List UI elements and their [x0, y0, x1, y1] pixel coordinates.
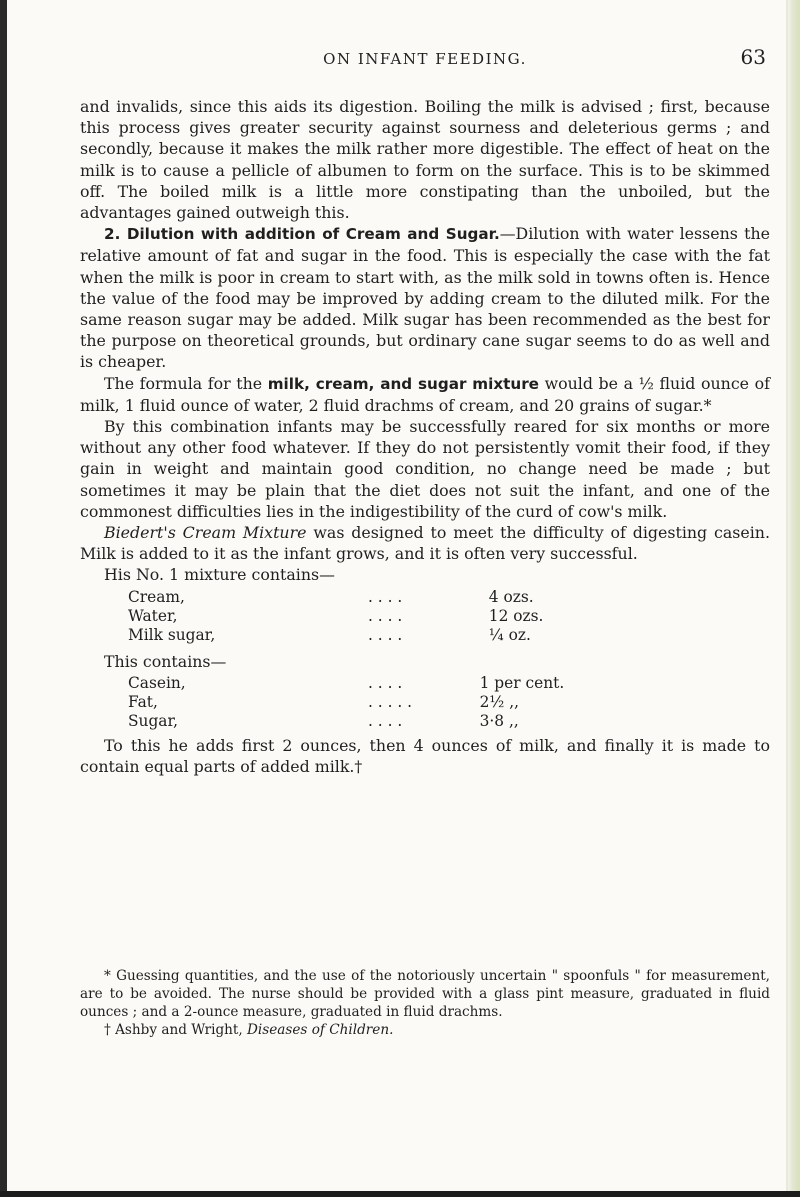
page-bottom-edge — [0, 1191, 800, 1197]
footnote-citation — [80, 1021, 770, 1039]
citation-title: Diseases of Children. — [247, 1022, 394, 1038]
leader-dots: . . . . — [368, 587, 403, 606]
contains-amount: 1 per cent. — [479, 673, 565, 692]
leader-dots: . . . . — [368, 625, 403, 644]
mixture-amount: 12 ozs. — [488, 606, 544, 625]
mixture-item: Cream, — [128, 587, 185, 606]
citation-authors: † Ashby and Wright, — [104, 1022, 243, 1038]
contains-item: Fat, — [128, 692, 158, 711]
biedert-title: Biedert's Cream Mixture — [104, 523, 307, 543]
mixture-table — [128, 588, 688, 645]
table-row — [128, 588, 688, 607]
paragraph-boiling: and invalids, since this aids its digestion. Boiling the milk is advised ; first, because this process gives greater security against sourness and deleterious germs ; and secondly, because it makes the milk rather more digestible. The effect of heat on the milk is to cause a pellicle of albumen to form on the surface. This is to be skimmed off. The boiled milk is a little more constipating than the unboiled, but the advantages gained outweigh this. — [80, 97, 770, 223]
contains-item: Casein, — [128, 673, 186, 692]
section-heading-dilution: 2. Dilution with addition of Cream and Sugar. — [104, 225, 500, 244]
paragraph-biedert-text: was designed to meet the difficulty of digesting casein. Milk is added to it as the infant grows, and it is often very successful. — [80, 523, 770, 564]
page-left-edge — [0, 0, 7, 1197]
contains-intro: This contains— — [104, 651, 227, 671]
leader-dots: . . . . — [368, 606, 403, 625]
mixture-intro: His No. 1 mixture contains— — [104, 565, 335, 585]
footnotes — [80, 967, 770, 1039]
contains-table — [128, 674, 688, 731]
page-number: 63 — [740, 45, 766, 69]
paragraph-biedert — [80, 522, 770, 564]
contains-item: Sugar, — [128, 711, 179, 730]
page-body — [80, 96, 770, 777]
formula-emphasis: milk, cream, and sugar mixture — [267, 374, 539, 393]
paragraph-dilution-text: —Dilution with water lessens the relative amount of fat and sugar in the food. This is especially the case with the fat when the milk is poor in cream to start with, as the milk sold in towns often is. Hence the value of the food may be improved by adding cream to the diluted milk. For the same reason sugar may be added. Milk sugar has been recommended as the best for the purpose on theoretical grounds, but ordinary cane sugar seems to do as well and is cheaper. — [80, 224, 770, 372]
leader-dots: . . . . — [368, 673, 403, 692]
formula-text-before: The formula for the — [104, 373, 263, 393]
table-row — [128, 607, 688, 626]
leader-dots: . . . . . — [368, 692, 413, 711]
paragraph-formula — [80, 373, 770, 416]
contains-amount: 3·8 ,, — [479, 711, 519, 730]
contains-amount: 2½ ,, — [479, 692, 519, 711]
table-row — [128, 712, 688, 731]
footnote-measurement: * Guessing quantities, and the use of the notoriously uncertain " spoonfuls " for measurement, are to be avoided. The nurse should be provided with a glass pint measure, graduated in fluid ounces ; and a 2-ounce measure, graduated in fluid drachms. — [80, 968, 770, 1020]
paragraph-additions: To this he adds first 2 ounces, then 4 ounces of milk, and finally it is made to contain equal parts of added milk.† — [80, 735, 770, 777]
table-row — [128, 674, 688, 693]
paragraph-combination: By this combination infants may be successfully reared for six months or more without any other food whatever. If they do not persistently vomit their food, if they gain in weight and maintain good condition, no change need be made ; but sometimes it may be plain that the diet does not suit the infant, and one of the commonest difficulties lies in the indigestibility of the curd of cow's milk. — [80, 417, 770, 521]
mixture-item: Water, — [128, 606, 178, 625]
mixture-amount: ¼ oz. — [488, 625, 531, 644]
mixture-item: Milk sugar, — [128, 625, 216, 644]
page-right-edge — [788, 0, 800, 1197]
formula-text-after: would be a ½ fluid ounce of milk, 1 fluid ounce of water, 2 fluid drachms of cream, and 20 grains of sugar.* — [80, 373, 770, 415]
running-title: ON INFANT FEEDING. — [323, 50, 527, 68]
leader-dots: . . . . — [368, 711, 403, 730]
table-row — [128, 693, 688, 712]
paragraph-dilution — [80, 223, 770, 372]
page-header — [80, 45, 770, 75]
table-row — [128, 626, 688, 645]
mixture-amount: 4 ozs. — [488, 587, 534, 606]
